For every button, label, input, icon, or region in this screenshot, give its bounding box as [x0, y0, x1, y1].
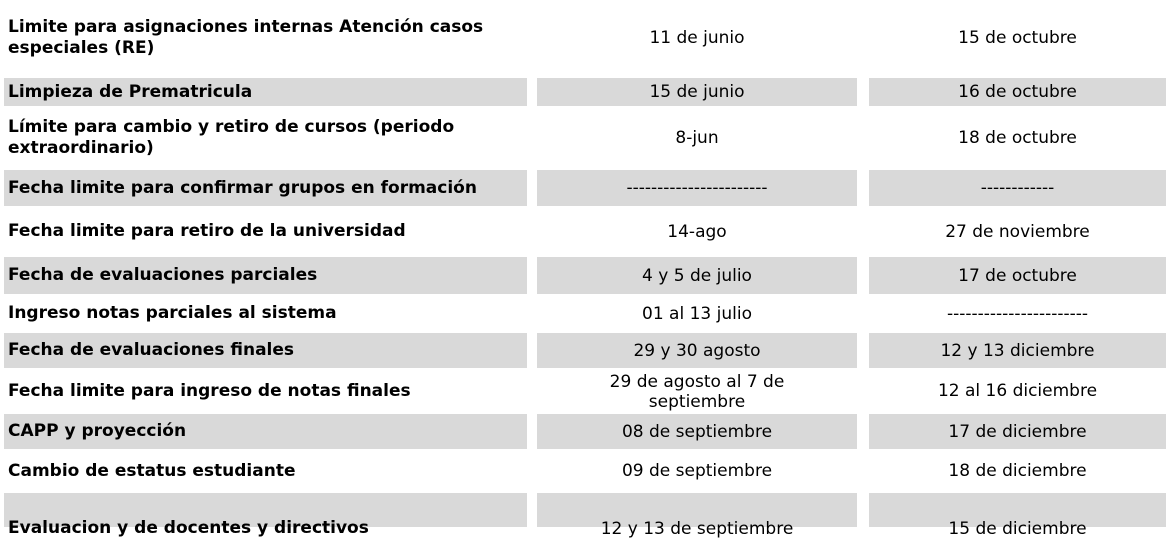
date-cell-col2: 11 de junio: [649, 28, 745, 48]
activity-cell: Fecha de evaluaciones parciales: [4, 257, 527, 294]
table-row: [0, 451, 1170, 491]
table-row: [0, 296, 1170, 331]
table-row: [0, 0, 1170, 76]
date-cell-col2: 29 y 30 agosto: [537, 333, 857, 368]
table-row: [0, 370, 1170, 412]
activity-cell: Evaluacion y de docentes y directivos: [4, 493, 527, 527]
table-row: [0, 208, 1170, 255]
date-cell-col2: 29 de agosto al 7 de septiembre: [609, 372, 785, 412]
date-cell-col3: 18 de diciembre: [948, 461, 1087, 481]
date-cell-col2: 08 de septiembre: [537, 414, 857, 449]
activity-cell: Limite para asignaciones internas Atención casos especiales (RE): [8, 17, 484, 58]
date-cell-col2: -----------------------: [537, 170, 857, 206]
table-row: [0, 76, 1170, 108]
activity-cell: Fecha de evaluaciones finales: [4, 333, 527, 368]
date-cell-col3: 17 de diciembre: [869, 414, 1166, 449]
table-row: [0, 331, 1170, 370]
activity-cell: Limpieza de Prematricula: [4, 78, 527, 106]
date-cell-col3: 27 de noviembre: [945, 221, 1090, 242]
date-cell-col2: 09 de septiembre: [621, 461, 773, 481]
activity-cell: Fecha limite para retiro de la universidad: [8, 221, 406, 241]
activity-cell: Límite para cambio y retiro de cursos (periodo extraordinario): [8, 117, 455, 158]
date-cell-col2: 4 y 5 de julio: [537, 257, 857, 294]
date-cell-col3: 12 al 16 diciembre: [937, 381, 1098, 401]
activity-cell: Fecha limite para confirmar grupos en formación: [4, 170, 527, 206]
date-cell-col3: 17 de octubre: [869, 257, 1166, 294]
date-cell-col3: 18 de octubre: [958, 128, 1077, 148]
date-cell-col3: 15 de diciembre: [869, 493, 1166, 527]
date-cell-col3: 15 de octubre: [958, 28, 1077, 48]
activity-cell: Fecha limite para ingreso de notas finales: [8, 380, 411, 401]
activity-cell: Cambio de estatus estudiante: [8, 460, 296, 481]
table-row: [0, 412, 1170, 451]
table-row: [0, 168, 1170, 208]
date-cell-col2: 15 de junio: [537, 78, 857, 106]
date-cell-col2: 01 al 13 julio: [642, 303, 752, 324]
date-cell-col3: 16 de octubre: [869, 78, 1166, 106]
date-cell-col2: 14-ago: [667, 221, 727, 242]
date-cell-col3: ------------: [869, 170, 1166, 206]
table-row: [0, 255, 1170, 296]
table-row: [0, 491, 1170, 539]
date-cell-col3: -----------------------: [946, 303, 1089, 324]
date-cell-col2: 8-jun: [675, 128, 719, 148]
date-cell-col3: 12 y 13 diciembre: [869, 333, 1166, 368]
table-row: [0, 108, 1170, 168]
date-cell-col2: 12 y 13 de septiembre: [537, 493, 857, 527]
activity-cell: CAPP y proyección: [4, 414, 527, 449]
activity-cell: Ingreso notas parciales al sistema: [8, 303, 337, 323]
